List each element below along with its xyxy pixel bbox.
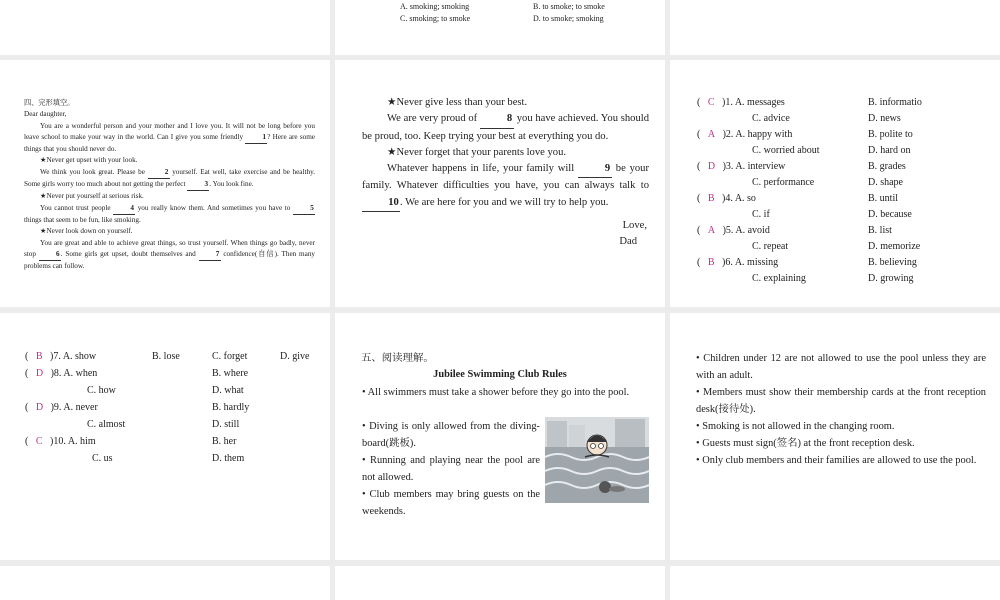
option: D. because	[868, 209, 912, 220]
rule-item: • Club members may bring guests on the weekends.	[362, 489, 540, 517]
answer-letter: B	[35, 351, 43, 362]
question-row: ( C )10. A. him	[25, 436, 96, 447]
reading-panel	[335, 313, 665, 560]
option: B. until	[868, 193, 899, 204]
blank-1: 1	[245, 132, 267, 144]
blank-9: 9	[578, 161, 612, 178]
option: C. advice	[752, 113, 790, 124]
paragraph: We think you look great. Please be 2 yourself. Eat well, take exercise and be healthy. Some girls worry too much about not getting the perfect 3. You look fine.	[24, 167, 315, 192]
tip-heading: ★Never forget that your parents love you.	[387, 146, 567, 158]
rule-item: • Running and playing near the pool are not allowed.	[362, 455, 540, 483]
question-row: ( C )1. A. messages	[697, 97, 785, 108]
salutation: Dear daughter,	[24, 110, 67, 119]
tip-heading: ★Never look down on yourself.	[40, 227, 133, 236]
option: D. shape	[868, 177, 903, 188]
answer-letter: B	[707, 257, 715, 268]
blank-2: 2	[148, 167, 170, 179]
cloze-passage-panel	[0, 60, 330, 307]
panel-top-right	[670, 0, 1000, 55]
rule-item: • Smoking is not allowed in the changing room.	[696, 421, 895, 432]
option: D. memorize	[868, 241, 921, 252]
option-d: D. to smoke; smoking	[533, 14, 604, 23]
question-row: ( A )2. A. happy with	[697, 129, 793, 140]
paragraph: Whatever happens in life, your family will 9 be your family. Whatever difficulties you have, you can always talk to 10. We are here for you and we will try to help you.	[362, 161, 649, 212]
option: C. forget	[212, 351, 248, 362]
answer-key-panel-1	[670, 60, 1000, 307]
option: C. repeat	[752, 241, 789, 252]
question-row: ( B )6. A. missing	[697, 257, 779, 268]
option: D. hard on	[868, 145, 911, 156]
bullet: •	[362, 421, 366, 432]
rule-item: • Children under 12 are not allowed to use the pool unless they are with an adult.	[696, 353, 986, 381]
question-row: ( A )5. A. avoid	[697, 225, 770, 236]
panel-bottom-left	[0, 566, 330, 600]
letter-panel	[335, 60, 665, 307]
bullet: •	[696, 353, 700, 364]
option: B. polite to	[868, 129, 913, 140]
bullet: •	[362, 489, 366, 500]
bullet: •	[696, 387, 700, 398]
tip-heading: ★Never give less than your best.	[387, 97, 528, 108]
panel-bottom-right	[670, 566, 1000, 600]
section-heading: 四、完形填空。	[24, 99, 75, 107]
option: B. where	[212, 368, 249, 379]
panel-bottom-middle	[335, 566, 665, 600]
answer-letter: A	[707, 225, 716, 236]
option: C. performance	[752, 177, 815, 188]
question-row: ( D )9. A. never	[25, 402, 98, 413]
question-row: ( D )3. A. interview	[697, 161, 786, 172]
question-row: ( B )4. A. so	[697, 193, 756, 204]
answer-letter: D	[35, 368, 44, 379]
paragraph: We are very proud of 8 you have achieved. You should be proud, too. Keep trying your best at everything you do.	[362, 113, 650, 142]
option: C. if	[752, 209, 770, 220]
option: B. list	[868, 225, 892, 236]
bullet: •	[362, 387, 366, 398]
rule-item: • All swimmers must take a shower before they go into the pool.	[362, 387, 630, 398]
paragraph: You are a wonderful person and your mother and I love you. It will not be long before you leave school to make your way in the world. Can I give you some friendly 1? Here are some things that you should never do.	[24, 121, 315, 154]
option: D. still	[212, 419, 240, 430]
reading-title: Jubilee Swimming Club Rules	[433, 369, 567, 380]
option-a: A. smoking; smoking	[400, 2, 470, 11]
option: C. how	[87, 385, 116, 396]
answer-key-panel-2	[0, 313, 330, 560]
blank-8: 8	[480, 111, 514, 128]
answer-letter: D	[35, 402, 44, 413]
option: B. her	[212, 436, 237, 447]
section-heading: 五、阅读理解。	[361, 353, 434, 364]
closing: Love,	[622, 220, 647, 232]
option: D. what	[212, 385, 244, 396]
bullet: •	[696, 421, 700, 432]
question-row: ( D )8. A. when	[25, 368, 98, 379]
option: D. give	[280, 351, 310, 362]
rule-item: • Diving is only allowed from the diving-board(跳板).	[362, 421, 540, 449]
answer-letter: D	[707, 161, 716, 172]
signature: Dad	[619, 236, 637, 248]
blank-4: 4	[113, 203, 135, 215]
paragraph: You cannot trust people 4 you really know them. And sometimes you have to 5 things that seem to be fun, like smoking.	[24, 203, 314, 224]
option: D. growing	[868, 273, 914, 284]
option: C. worried about	[752, 145, 820, 156]
option: B. grades	[868, 161, 906, 172]
option: B. lose	[152, 351, 180, 362]
option: D. them	[212, 453, 245, 464]
option: D. news	[868, 113, 901, 124]
bullet: •	[362, 455, 366, 466]
option: C. almost	[87, 419, 126, 430]
option: C. us	[92, 453, 113, 464]
answer-letter: C	[707, 97, 715, 108]
rule-item: • Guests must sign(签名) at the front reception desk.	[696, 438, 915, 449]
rules-panel	[670, 313, 1000, 560]
answer-letter: A	[707, 129, 716, 140]
option: C. explaining	[752, 273, 806, 284]
option: B. hardly	[212, 402, 250, 413]
blank-10: 10	[362, 195, 400, 212]
option-c: C. smoking; to smoke	[400, 14, 471, 23]
option: B. informatio	[868, 97, 922, 108]
tip-heading: ★Never put yourself at serious risk.	[40, 192, 144, 201]
blank-6: 6	[39, 249, 61, 261]
answer-letter: B	[707, 193, 715, 204]
rule-item: • Members must show their membership cards at the front reception desk(接待处).	[696, 387, 986, 415]
option: B. believing	[868, 257, 917, 268]
blank-5: 5	[293, 203, 315, 215]
answer-letter: C	[35, 436, 43, 447]
option-b: B. to smoke; to smoke	[533, 2, 605, 11]
rule-item: • Only club members and their families are allowed to use the pool.	[696, 455, 977, 466]
tip-heading: ★Never get upset with your look.	[40, 156, 138, 165]
swimming-pool-illustration	[545, 417, 649, 503]
blank-3: 3	[187, 179, 209, 191]
bullet: •	[696, 438, 700, 449]
panel-top-left	[0, 0, 330, 55]
panel-top-middle	[335, 0, 665, 55]
question-row: ( B )7. A. show	[25, 351, 97, 362]
blank-7: 7	[199, 249, 221, 261]
paragraph: You are great and able to achieve great things, so trust yourself. When things go badly, never stop 6. Some girls get upset, doubt themselves and 7 confidence(自信). Then many problems can follow.	[24, 238, 316, 271]
bullet: •	[696, 455, 700, 466]
